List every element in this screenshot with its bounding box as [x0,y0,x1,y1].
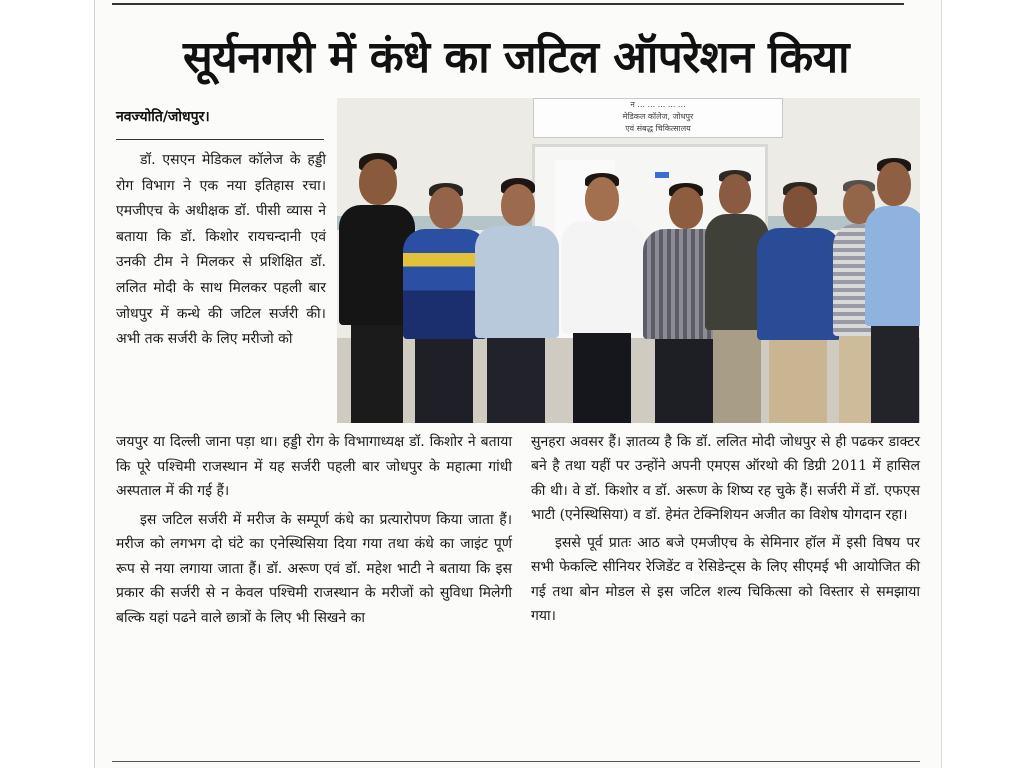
paragraph-1: डॉ. एसएन मेडिकल कॉलेज के हड्डी रोग विभाग ने एक नया इतिहास रचा। एमजीएच के अधीक्षक डॉ. पीसी व्यास ने बताया कि डॉ. किशोर रायचन्दानी एवं उनकी टीम ने मिलकर से प्रशिक्षित डॉ. ललित मोदी के साथ मिलकर पहली बार जोधपुर में कन्धे की जटिल सर्जरी की। अभी तक सर्जरी के लिए मरीजो को [116,152,326,348]
dateline: नवज्योति/जोधपुर। [116,109,210,125]
article-column-1 [116,148,326,353]
sign-line-2: मेडिकल कॉलेज, जोधपुर [622,112,694,121]
article-column-wide [116,430,512,630]
photo-hospital-sign [533,98,783,138]
person-3 [473,178,559,423]
headline: सूर्यनगरी में कंधे का जटिल ऑपरेशन किया [182,32,850,83]
clipping-left-edge [94,0,95,768]
photo-exit-sign [655,172,669,178]
dateline-rule [116,139,324,140]
paragraph-3: इस जटिल सर्जरी में मरीज के सम्पूर्ण कंधे का प्रत्यारोपण किया जाता हैं। मरीज को लगभग दो घंटे का एनेस्थिसिया दिया गया तथा कंधे का जाइंट पूर्ण रूप से नया लगाया जाता हैं। डॉ. अरूण एवं डॉ. महेश भाटी ने बताया कि इस प्रकार की सर्जरी से न केवल पश्चिमी राजस्थान के मरीजों को सुविधा मिलेगी बल्कि यहां पढने वाले छात्रों के लिए भी सिखने का [116,511,512,626]
person-4 [559,173,645,423]
paragraph-5: इससे पूर्व प्रातः आठ बजे एमजीएच के सेमिनार हॉल में इसी विषय पर सभी फेकल्टि सीनियर रेजिडेंट व रेसिडेन्ट्स के लिए सीएमई भी आयोजित की गई तथा बोन मोडल से इस जटिल शल्य चिकित्सा को विस्तार से समझाया गया। [531,535,920,625]
group-photo [337,98,920,423]
article-column-2 [531,430,920,628]
clipping-right-edge [941,0,942,768]
person-9 [865,158,920,423]
paragraph-2: जयपुर या दिल्ली जाना पड़ा था। हड्डी रोग के विभागाध्यक्ष डॉ. किशोर ने बताया कि पूरे पश्चिमी राजस्थान में यह सर्जरी पहली बार जोधपुर के महात्मा गांधी अस्पताल में की गई हैं। [116,434,512,499]
person-7 [755,182,841,423]
bottom-rule [112,761,920,762]
sign-line-1: न ... ... ... ... ... [630,100,686,109]
paragraph-4: सुनहरा अवसर हैं। ज्ञातव्य है कि डॉ. ललित मोदी जोधपुर से ही पढकर डाक्टर बने है तथा यहीं पर उन्होंने अपनी एमएस ऑरथो की डिग्री 2011 में हासिल की थी। वे डॉ. किशोर व डॉ. अरूण के शिष्य रह चुके हैं। सर्जरी में डॉ. एफएस भाटी (एनेस्थिसिया) व डॉ. हेमंत टेक्निशियन अजीत का विशेष योगदान रहा। [531,434,920,523]
sign-line-3: एवं संबद्ध चिकित्सालय [625,124,691,133]
top-rule [112,3,904,5]
